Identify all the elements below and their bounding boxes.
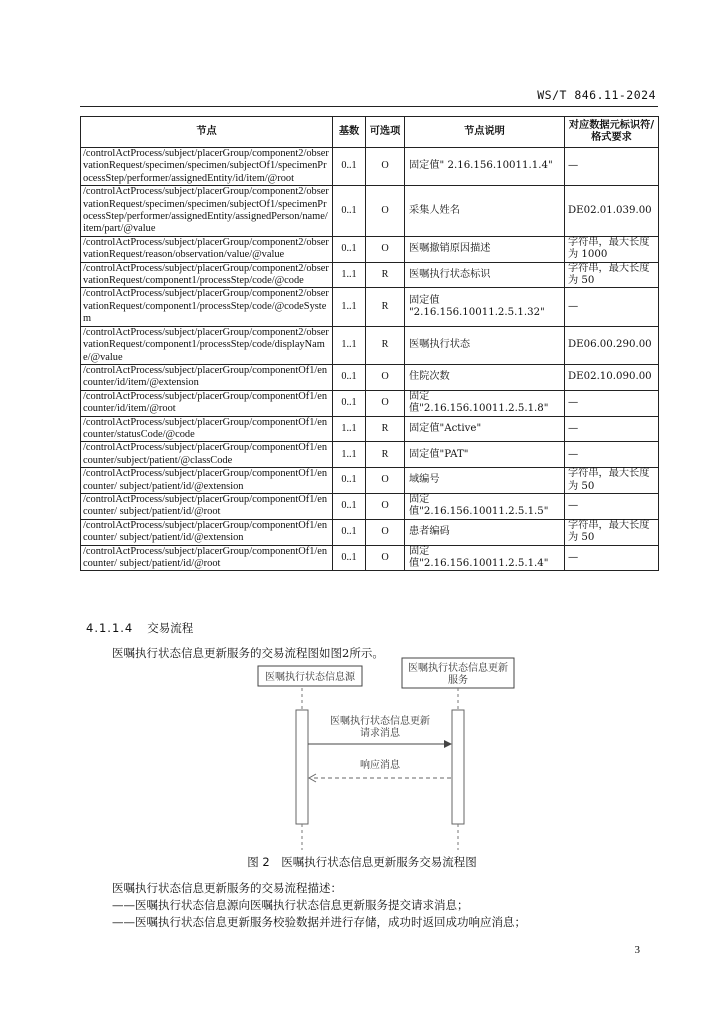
cell-cardinality: 1..1 — [333, 416, 366, 442]
table-row — [81, 519, 659, 545]
section-heading — [86, 620, 193, 636]
node-spec-table — [80, 116, 659, 571]
intro-paragraph: 医嘱执行状态信息更新服务的交易流程图如图2所示。 — [112, 646, 384, 660]
table-row — [81, 288, 659, 326]
table-row — [81, 416, 659, 442]
table-row — [81, 148, 659, 186]
cell-optionality: O — [366, 236, 405, 262]
cell-cardinality: 1..1 — [333, 326, 366, 364]
cell-path: /controlActProcess/subject/placerGroup/component2/observationRequest/specimen/specimen/subjectOf1/specimenProcessStep/performer/assignedEntity/id/item/@root — [81, 148, 333, 186]
cell-optionality: R — [366, 326, 405, 364]
col-header-format: 对应数据元标识符/格式要求 — [565, 117, 659, 148]
right-actor-label-line1: 医嘱执行状态信息更新 — [408, 663, 508, 674]
table-header-row — [81, 117, 659, 148]
cell-optionality: O — [366, 186, 405, 237]
col-header-cardinality: 基数 — [333, 117, 366, 148]
cell-path: /controlActProcess/subject/placerGroup/component2/observationRequest/reason/observation/value/@value — [81, 236, 333, 262]
cell-optionality: O — [366, 545, 405, 571]
cell-description: 固定值"Active" — [405, 416, 565, 442]
cell-description: 固定值"PAT" — [405, 442, 565, 468]
col-header-node: 节点 — [81, 117, 333, 148]
cell-description: 患者编码 — [405, 519, 565, 545]
cell-path: /controlActProcess/subject/placerGroup/component2/observationRequest/component1/processStep/code/displayName/@value — [81, 326, 333, 364]
cell-cardinality: 0..1 — [333, 468, 366, 494]
cell-description: 住院次数 — [405, 364, 565, 390]
cell-optionality: R — [366, 288, 405, 326]
cell-description: 固定值"2.16.156.10011.2.5.1.5" — [405, 493, 565, 519]
flow-step-1: ——医嘱执行状态信息源向医嘱执行状态信息更新服务提交请求消息； — [112, 898, 469, 912]
cell-optionality: R — [366, 442, 405, 468]
cell-format: 字符串，最大长度为 50 — [565, 468, 659, 494]
cell-description: 医嘱执行状态 — [405, 326, 565, 364]
table-row — [81, 442, 659, 468]
col-header-description: 节点说明 — [405, 117, 565, 148]
left-activation — [296, 710, 308, 824]
cell-cardinality: 0..1 — [333, 493, 366, 519]
cell-cardinality: 0..1 — [333, 236, 366, 262]
cell-path: /controlActProcess/subject/placerGroup/componentOf1/encounter/ subject/patient/id/@extension — [81, 519, 333, 545]
cell-optionality: O — [366, 364, 405, 390]
cell-cardinality: 0..1 — [333, 390, 366, 416]
right-activation — [452, 710, 464, 824]
table-row — [81, 326, 659, 364]
cell-format: 字符串，最大长度为 50 — [565, 519, 659, 545]
cell-format: 字符串，最大长度为 50 — [565, 262, 659, 288]
cell-format: — — [565, 416, 659, 442]
cell-description: 采集人姓名 — [405, 186, 565, 237]
cell-format: — — [565, 493, 659, 519]
cell-description: 固定值"2.16.156.10011.2.5.1.4" — [405, 545, 565, 571]
cell-format: DE02.10.090.00 — [565, 364, 659, 390]
response-label: 响应消息 — [360, 760, 400, 771]
cell-path: /controlActProcess/subject/placerGroup/componentOf1/encounter/ subject/patient/id/@root — [81, 493, 333, 519]
cell-optionality: O — [366, 519, 405, 545]
cell-description: 医嘱撤销原因描述 — [405, 236, 565, 262]
cell-cardinality: 0..1 — [333, 519, 366, 545]
cell-format: — — [565, 148, 659, 186]
table-row — [81, 186, 659, 237]
table-row — [81, 390, 659, 416]
left-actor-label: 医嘱执行状态信息源 — [265, 672, 355, 683]
table-row — [81, 262, 659, 288]
table-row — [81, 236, 659, 262]
figure-caption: 图 2 医嘱执行状态信息更新服务交易流程图 — [247, 855, 477, 869]
table-row — [81, 468, 659, 494]
flow-step-2: ——医嘱执行状态信息更新服务校验数据并进行存储，成功时返回成功响应消息； — [112, 915, 526, 929]
cell-cardinality: 1..1 — [333, 442, 366, 468]
request-arrowhead — [444, 740, 452, 748]
cell-path: /controlActProcess/subject/placerGroup/component2/observationRequest/component1/processStep/code/@codeSystem — [81, 288, 333, 326]
table-row — [81, 545, 659, 571]
cell-optionality: O — [366, 468, 405, 494]
cell-description: 医嘱执行状态标识 — [405, 262, 565, 288]
cell-path: /controlActProcess/subject/placerGroup/componentOf1/encounter/id/item/@root — [81, 390, 333, 416]
flow-description-title: 医嘱执行状态信息更新服务的交易流程描述： — [112, 881, 342, 895]
cell-cardinality: 0..1 — [333, 364, 366, 390]
standard-code: WS/T 846.11-2024 — [537, 88, 656, 102]
request-label-line1: 医嘱执行状态信息更新 — [330, 716, 430, 727]
col-header-optionality: 可选项 — [366, 117, 405, 148]
sequence-diagram — [240, 652, 520, 850]
cell-cardinality: 1..1 — [333, 288, 366, 326]
cell-description: 域编号 — [405, 468, 565, 494]
cell-description: 固定值"2.16.156.10011.2.5.1.8" — [405, 390, 565, 416]
request-label-line2: 请求消息 — [360, 728, 400, 739]
cell-cardinality: 0..1 — [333, 186, 366, 237]
header-rule — [80, 106, 658, 107]
cell-format: — — [565, 288, 659, 326]
section-title: 交易流程 — [147, 621, 194, 635]
cell-description: 固定值 "2.16.156.10011.2.5.1.32" — [405, 288, 565, 326]
page-number: 3 — [634, 944, 640, 956]
cell-cardinality: 0..1 — [333, 545, 366, 571]
table-row — [81, 493, 659, 519]
cell-path: /controlActProcess/subject/placerGroup/componentOf1/encounter/subject/patient/@classCode — [81, 442, 333, 468]
cell-format: DE02.01.039.00 — [565, 186, 659, 237]
cell-path: /controlActProcess/subject/placerGroup/component2/observationRequest/specimen/specimen/subjectOf1/specimenProcessStep/performer/assignedEntity/assignedPerson/name/item/part/@value — [81, 186, 333, 237]
cell-path: /controlActProcess/subject/placerGroup/componentOf1/encounter/ subject/patient/id/@extension — [81, 468, 333, 494]
cell-optionality: O — [366, 493, 405, 519]
cell-format: 字符串，最大长度为 1000 — [565, 236, 659, 262]
table-row — [81, 364, 659, 390]
right-actor-label-line2: 服务 — [448, 675, 468, 686]
cell-cardinality: 1..1 — [333, 262, 366, 288]
cell-optionality: R — [366, 262, 405, 288]
cell-path: /controlActProcess/subject/placerGroup/componentOf1/encounter/id/item/@extension — [81, 364, 333, 390]
section-number: 4.1.1.4 — [86, 621, 134, 635]
cell-format: DE06.00.290.00 — [565, 326, 659, 364]
cell-path: /controlActProcess/subject/placerGroup/component2/observationRequest/component1/processStep/code/@code — [81, 262, 333, 288]
cell-format: — — [565, 442, 659, 468]
cell-description: 固定值" 2.16.156.10011.1.4" — [405, 148, 565, 186]
cell-optionality: O — [366, 390, 405, 416]
cell-format: — — [565, 390, 659, 416]
cell-optionality: O — [366, 148, 405, 186]
cell-path: /controlActProcess/subject/placerGroup/componentOf1/encounter/statusCode/@code — [81, 416, 333, 442]
cell-cardinality: 0..1 — [333, 148, 366, 186]
cell-format: — — [565, 545, 659, 571]
cell-optionality: R — [366, 416, 405, 442]
cell-path: /controlActProcess/subject/placerGroup/componentOf1/encounter/ subject/patient/id/@root — [81, 545, 333, 571]
